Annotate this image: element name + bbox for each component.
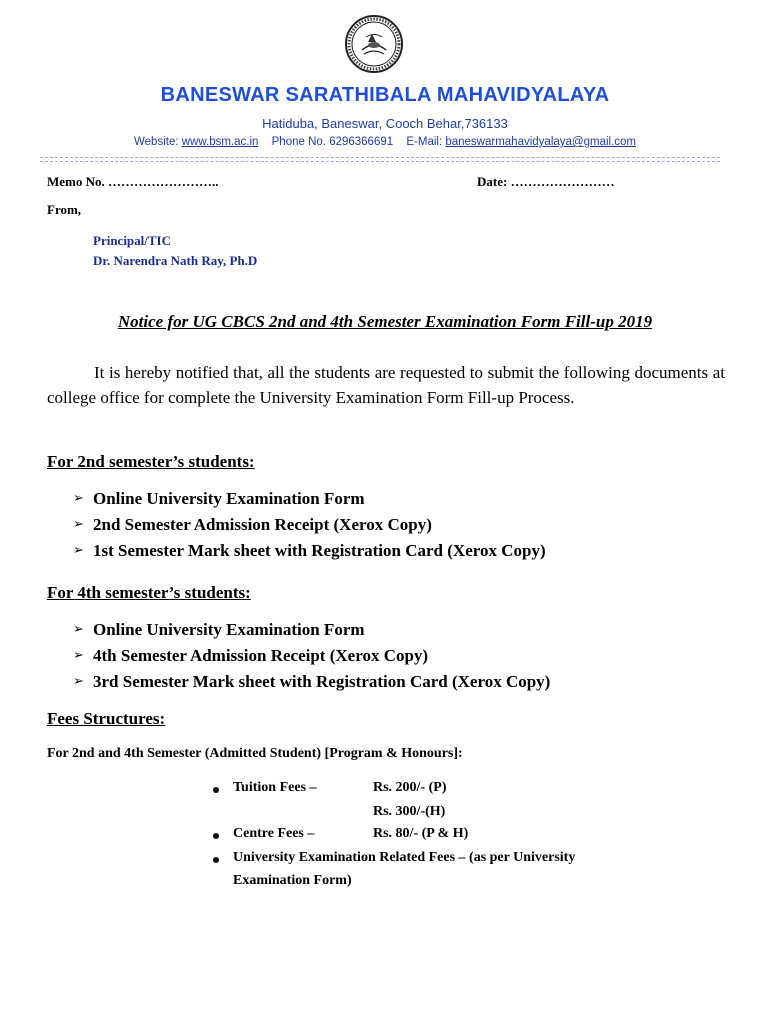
phone-label: Phone No.: [271, 136, 326, 148]
contact-line: [0, 136, 770, 148]
college-seal-icon: [344, 12, 404, 76]
document-list-4th-semester: [73, 617, 550, 695]
bullet-dot-icon: [213, 857, 219, 863]
tuition-fees-label: Tuition Fees –: [233, 780, 317, 795]
email-link[interactable]: baneswarmahavidyalaya@gmail.com: [445, 136, 636, 148]
tuition-fees-program: Rs. 200/- (P): [373, 780, 447, 795]
arrow-bullet-icon: ➢: [73, 648, 84, 663]
list-item: ➢ 4th Semester Admission Receipt (Xerox Copy): [73, 643, 550, 669]
centre-fees-value: Rs. 80/- (P & H): [373, 826, 469, 841]
fees-heading: Fees Structures:: [47, 709, 166, 728]
notice-title: Notice for UG CBCS 2nd and 4th Semester Examination Form Fill-up 2019: [117, 312, 653, 331]
website-label: Website:: [134, 136, 179, 148]
bullet-dot-icon: [213, 833, 219, 839]
from-designation: Principal/TIC: [93, 233, 172, 248]
from-label: From,: [47, 202, 82, 217]
arrow-bullet-icon: ➢: [73, 674, 84, 689]
from-name: Dr. Narendra Nath Ray, Ph.D: [93, 253, 258, 268]
fees-subheading: For 2nd and 4th Semester (Admitted Student) [Program & Honours]:: [47, 746, 463, 761]
header-divider-top: [40, 157, 720, 158]
memo-number: Memo No. ……………………..: [47, 174, 219, 189]
header-divider-bottom: [40, 161, 720, 162]
university-fees-line1: University Examination Related Fees – (as per University: [233, 850, 576, 865]
college-address: Hatiduba, Baneswar, Cooch Behar,736133: [262, 116, 508, 131]
list-item: ➢ 1st Semester Mark sheet with Registration Card (Xerox Copy): [73, 538, 546, 564]
list-item: ➢ Online University Examination Form: [73, 617, 550, 643]
arrow-bullet-icon: ➢: [73, 491, 84, 506]
centre-fees-label: Centre Fees –: [233, 826, 315, 841]
section-heading-2nd-semester: For 2nd semester’s students:: [47, 452, 255, 471]
arrow-bullet-icon: ➢: [73, 543, 84, 558]
university-fees-line2: Examination Form): [233, 873, 352, 888]
memo-date: Date: ……………………: [477, 174, 615, 189]
bullet-dot-icon: [213, 787, 219, 793]
document-list-2nd-semester: [73, 486, 546, 564]
college-name: BANESWAR SARATHIBALA MAHAVIDYALAYA: [160, 84, 610, 106]
phone-number: 6296366691: [329, 136, 394, 148]
website-link[interactable]: www.bsm.ac.in: [181, 136, 259, 148]
list-item: ➢ 2nd Semester Admission Receipt (Xerox Copy): [73, 512, 546, 538]
notice-body: It is hereby notified that, all the students are requested to submit the following documents at college office for complete the University Examination Form Fill-up Process.: [47, 363, 725, 407]
arrow-bullet-icon: ➢: [73, 517, 84, 532]
list-item: ➢ Online University Examination Form: [73, 486, 546, 512]
email-label: E-Mail:: [406, 136, 443, 148]
list-item: ➢ 3rd Semester Mark sheet with Registration Card (Xerox Copy): [73, 669, 550, 695]
arrow-bullet-icon: ➢: [73, 622, 84, 637]
section-heading-4th-semester: For 4th semester’s students:: [47, 583, 251, 602]
tuition-fees-honours: Rs. 300/-(H): [373, 804, 446, 819]
